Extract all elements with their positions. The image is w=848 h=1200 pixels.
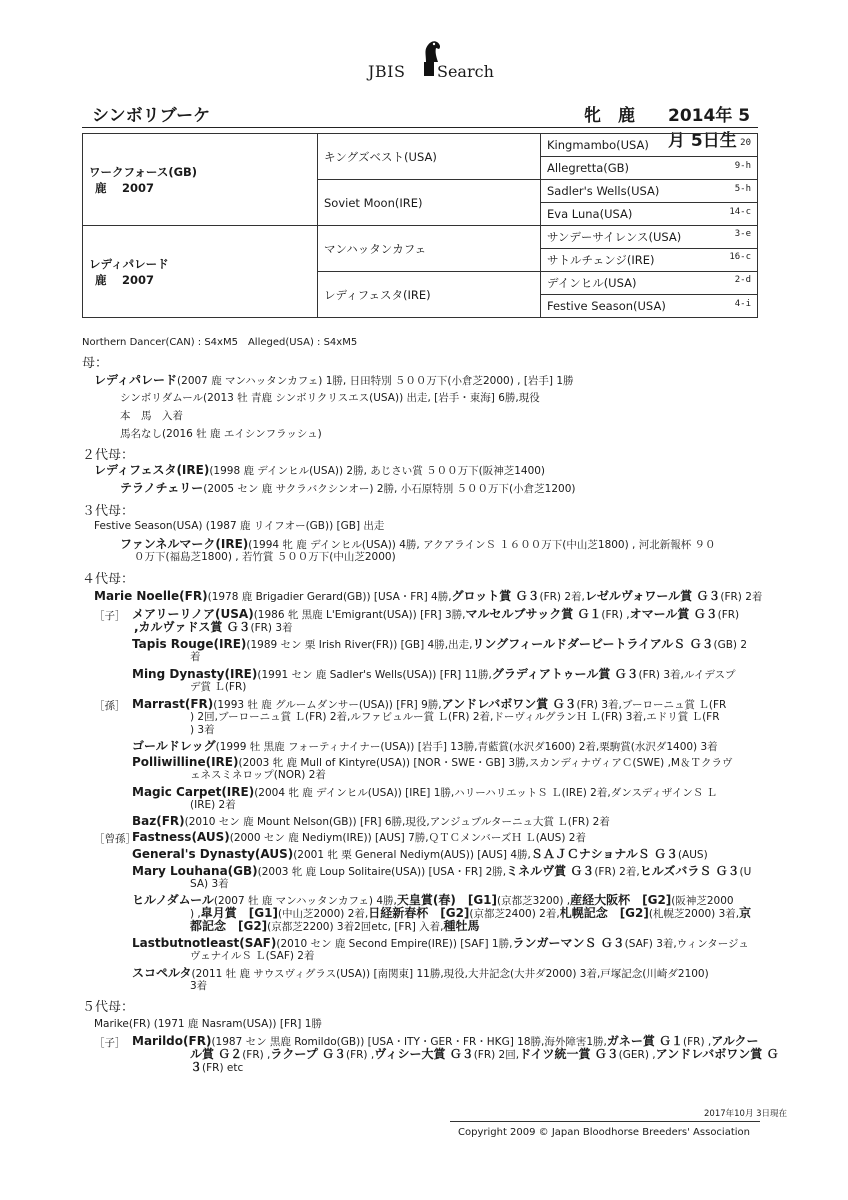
record-line [120,482,575,496]
record-text: (SAF) 3着,ウィンタージュ [624,938,749,950]
inbreeding-note: Northern Dancer(CAN) : S4xM5 Alleged(USA) : S4xM5 [82,337,358,348]
record-text: (1987 セン 黒鹿 Romildo(GB)) [USA・ITY・GER・FR・HKG] 18勝,海外障害1勝, [211,1036,607,1048]
horse-link[interactable]: レディフェスタ(IRE) [94,463,210,477]
race-name: ミネルヴ賞 Ｇ３ [506,864,595,878]
ancestor-cell[interactable] [541,134,758,157]
record-line: デ賞 Ｌ(FR) [190,681,247,693]
record-text: (阪神芝2000 [671,895,734,907]
race-name: ラクープ Ｇ３ [270,1047,346,1061]
record-text: (1994 牝 鹿 デインヒル(USA)) 4勝, アクアラインＳ １６００万下(中山芝1800) , 河北新報杯 ９０ [248,539,716,551]
dam-dam-name: レディフェスタ(IRE) [324,287,431,302]
record-text: (札幌芝2000) 3着, [648,908,740,920]
record-line: ０万下(福島芝1800) , 若竹賞 ５００万下(中山芝2000) [134,551,396,563]
race-name: 京 [739,906,752,920]
family-number: 2-d [734,275,751,285]
relation-tag: ［子］ [94,1037,126,1049]
ancestor-cell[interactable] [541,180,758,203]
record-text: (FR) 2回, [473,1049,520,1061]
record-line: ) 3着 [190,724,215,736]
record-text: (京都芝2200) 3着2回etc, [FR] 入着, [267,921,444,933]
race-name: ヴィシー大賞 Ｇ３ [374,1047,474,1061]
ancestor-name: Eva Luna(USA) [547,207,633,221]
record-line: Festive Season(USA) (1987 鹿 リイフオー(GB)) [GB] 出走 [94,520,385,532]
record-text: (京都芝3200) , [497,895,571,907]
family-number: 14-c [729,207,751,217]
ancestor-name: Sadler's Wells(USA) [547,184,660,198]
race-name: 日経新春杯 [G2] [368,906,470,920]
record-line [120,538,716,552]
race-name: 札幌記念 [G2] [559,906,649,920]
record-text: (1991 セン 鹿 Sadler's Wells(USA)) [FR] 11勝, [257,669,492,681]
record-text: (FR) 3着 [250,622,293,634]
record-line [132,740,718,754]
record-line [132,967,709,981]
record-line: 着 [190,651,201,663]
record-line: Marike(FR) (1971 鹿 Nasram(USA)) [FR] 1勝 [94,1018,322,1030]
record-line: ) 2回,ブーローニュ賞 Ｌ(FR) 2着,ルファビュルー賞 Ｌ(FR) 2着,ドーヴィルグランＨ Ｌ(FR) 3着,エドリ賞 Ｌ(FR [190,711,720,723]
record-text: (2003 牝 鹿 Loup Solitaire(USA)) [USA・FR] 2勝, [257,866,507,878]
record-line [132,698,726,712]
record-text: (GER) , [618,1049,656,1061]
footer-divider [450,1121,760,1122]
ancestor-name: Allegretta(GB) [547,161,630,175]
record-text: (1999 牡 黒鹿 フォーティナイナー(USA)) [岩手] 13勝,青藍賞(水沢ダ1600) 2着,栗駒賞(水沢ダ1400) 3着 [215,741,718,753]
horse-birthdate: 2014年 5月 5日生 [668,106,751,151]
sire-sire-name: キングズベスト(USA) [324,149,437,164]
record-line: SA) 3着 [190,878,229,890]
record-text: (AUS) [677,849,708,861]
record-text: (FR) 3着,ルイデスプ [638,669,736,681]
horse-link[interactable]: Marildo(FR) [132,1034,212,1048]
horse-link[interactable]: ゴールドレッグ [132,739,216,753]
record-text: (FR) 2着, [539,591,585,603]
relation-tag: ［子］ [94,610,126,622]
record-text: (GB) 2 [713,639,748,651]
record-text: (2007 鹿 マンハッタンカフェ) 1勝, 日田特別 ５００万下(小倉芝2000) , [岩手] 1勝 [177,375,574,387]
record-line: 馬名なし(2016 牡 鹿 エイシンフラッシュ) [120,428,322,440]
record-text: (1998 鹿 デインヒル(USA)) 2勝, あじさい賞 ５００万下(阪神芝1400) [209,465,546,477]
dam-sire-name: マンハッタンカフェ [324,241,427,256]
ancestor-cell[interactable] [541,249,758,272]
horse-head-icon [420,38,444,64]
race-name: アンドレバボワン賞 Ｇ [655,1047,779,1061]
sire-detail: 鹿 2007 [95,180,155,195]
record-line [132,638,747,652]
record-line: (IRE) 2着 [190,799,236,811]
copyright-text: Copyright 2009 © Japan Bloodhorse Breeders' Association [458,1127,750,1138]
record-text: (FR) , [242,1049,271,1061]
record-text: (京都芝2400) 2着, [469,908,560,920]
record-line: ヴェナイルＳ Ｌ(SAF) 2着 [190,950,315,962]
section-4th-dam: ４代母： [82,572,135,587]
race-name: 天皇賞(春) [G1] [396,893,498,907]
horse-link[interactable]: Lastbutnotleast(SAF) [132,936,277,950]
horse-link[interactable]: ファンネルマーク(IRE) [120,537,249,551]
family-number: 16-c [729,252,751,262]
pedigree-table [82,133,758,318]
dam-name: レディパレード [89,256,169,271]
horse-link[interactable]: Marie Noelle(FR) [94,589,208,603]
record-text: (2005 セン 鹿 サクラバクシンオー) 2勝, 小石原特別 ５００万下(小倉芝1200) [203,483,576,495]
race-name: リングフィールドダービートライアルＳ Ｇ３ [472,637,714,651]
race-name: ドイツ統一賞 Ｇ３ [519,1047,619,1061]
family-number: 9-h [734,161,751,171]
horse-link[interactable]: Ming Dynasty(IRE) [132,667,258,681]
race-name: グラディアトゥール賞 Ｇ３ [491,667,639,681]
ancestor-name: Kingmambo(USA) [547,138,649,152]
record-line [132,865,751,879]
record-text: (1986 牝 黒鹿 L'Emigrant(USA)) [FR] 3勝, [253,609,466,621]
race-name: レゼルヴォワール賞 Ｇ３ [584,589,721,603]
record-text: (2010 セン 鹿 Second Empire(IRE)) [SAF] 1勝, [276,938,513,950]
record-line [132,786,717,800]
race-name: ３ [190,1060,203,1074]
race-name: ランガーマンＳ Ｇ３ [512,936,625,950]
dam-detail: 鹿 2007 [95,272,155,287]
record-text: (FR) , [683,1036,712,1048]
race-name: マルセルブサック賞 Ｇ１ [465,607,602,621]
race-name: 産経大阪杯 [G2] [570,893,672,907]
record-text: (FR) etc [202,1062,244,1074]
record-text: (2001 牝 栗 General Nediym(AUS)) [AUS] 4勝, [293,849,531,861]
record-line [132,937,749,951]
record-text: (FR) [717,609,740,621]
horse-link[interactable]: スコペルタ [132,966,192,980]
record-line [94,374,574,388]
horse-link[interactable]: Polliwilline(IRE) [132,755,239,769]
record-line [190,920,480,934]
sire-sire-cell[interactable] [318,134,541,180]
ancestor-name: サトルチェンジ(IRE) [547,253,655,267]
ancestor-cell[interactable] [541,203,758,226]
record-text: (2011 牡 鹿 サウスヴィグラス(USA)) [南関東] 11勝,現役,大井記念(大井ダ2000) 3着,戸塚記念(川崎ダ2100) [191,968,709,980]
record-text: (2010 セン 鹿 Mount Nelson(GB)) [FR] 6勝,現役,アンジュブルターニュ大賞 Ｌ(FR) 2着 [184,816,610,828]
section-5th-dam: ５代母： [82,1000,135,1015]
record-text: (U [739,866,752,878]
horse-name: シンボリブーケ [92,106,211,126]
record-line [134,621,293,635]
horse-link[interactable]: Fastness(AUS) [132,830,230,844]
record-line: シンボリダムール(2013 牡 青鹿 シンボリクリスエス(USA)) 出走, [岩手・東海] 6勝,現役 [120,392,540,404]
race-name: アルクー [711,1034,759,1048]
record-line: 3着 [190,980,208,992]
record-line [132,848,708,862]
race-name: ガネー賞 Ｇ１ [606,1034,684,1048]
race-name: ヒルズバラＳ Ｇ３ [639,864,740,878]
race-name: 皐月賞 [G1] [200,906,278,920]
record-text: (FR) , [346,1049,375,1061]
logo-text-right: Search [437,62,494,81]
record-text: (1989 セン 栗 Irish River(FR)) [GB] 4勝,出走, [246,639,473,651]
record-line: 本 馬 入着 [120,410,183,422]
race-name: アンドレバボワン賞 Ｇ３ [441,697,577,711]
horse-link[interactable]: テラノチェリー [120,481,204,495]
race-name: ＳＡＪＣナショナルＳ Ｇ３ [530,847,678,861]
record-line [132,756,732,770]
family-number: 20 [740,138,751,148]
record-text: (1993 牡 鹿 グルームダンサー(USA)) [FR] 9勝, [213,699,442,711]
record-line [94,464,545,478]
relation-tag: ［曾孫］ [94,833,136,845]
horse-link[interactable]: Baz(FR) [132,814,185,828]
horse-link[interactable]: Magic Carpet(IRE) [132,785,255,799]
race-name: 都記念 [G2] [190,919,268,933]
record-text: (FR) 3着,ブーローニュ賞 Ｌ(FR [576,699,727,711]
record-line [132,831,586,845]
family-number: 3-e [734,229,751,239]
ancestor-cell[interactable] [541,157,758,180]
horse-link[interactable]: Mary Louhana(GB) [132,864,258,878]
record-text: (FR) 2着 [720,591,763,603]
section-3rd-dam: ３代母： [82,504,135,519]
record-text: (2004 牝 鹿 デインヒル(USA)) [IRE] 1勝,ハリーハリエットＳ Ｌ(IRE) 2着,ダンスディザインＳ Ｌ [254,787,718,799]
section-2nd-dam: ２代母： [82,448,135,463]
family-number: 4-i [734,299,751,309]
race-name: 種牡馬 [443,919,480,933]
race-name: グロット賞 Ｇ３ [451,589,540,603]
ancestor-name: デインヒル(USA) [547,276,637,290]
horse-sex-color: 牝 鹿 [584,106,635,126]
record-text: (中山芝2000) 2着, [277,908,369,920]
record-text: (2000 セン 鹿 Nediym(IRE)) [AUS] 7勝,ＱＴＣメンバーズＨ Ｌ(AUS) 2着 [229,832,586,844]
horse-link[interactable]: ヒルノダムール [132,893,214,907]
record-line [94,590,762,604]
ancestor-name: サンデーサイレンス(USA) [547,230,682,244]
record-line [132,815,610,829]
record-text: ) , [190,908,201,920]
horse-link[interactable]: メアリーリノア(USA) [132,607,254,621]
record-line [132,668,735,682]
ancestor-cell[interactable] [541,295,758,318]
record-text: (FR) 2着, [594,866,640,878]
record-text: (2003 牝 鹿 Mull of Kintyre(USA)) [NOR・SWE・GB] 3勝,スカンディナヴィアＣ(SWE) ,M＆Ｔクラヴ [238,757,733,769]
horse-link[interactable]: Tapis Rouge(IRE) [132,637,247,651]
dam-cell[interactable] [83,226,318,318]
ancestor-cell[interactable] [541,226,758,249]
race-name: ,カルヴァドス賞 Ｇ３ [134,620,251,634]
horse-link[interactable]: Marrast(FR) [132,697,214,711]
sire-cell[interactable] [83,134,318,226]
ancestor-name: Festive Season(USA) [547,299,666,313]
as-of-date: 2017年10月 3日現在 [704,1109,788,1119]
record-line [190,1048,778,1062]
race-name: ル賞 Ｇ２ [190,1047,243,1061]
sire-name: ワークフォース(GB) [89,164,198,179]
horse-link[interactable]: レディパレード [94,373,178,387]
record-text: (1978 鹿 Brigadier Gerard(GB)) [USA・FR] 4勝, [207,591,452,603]
section-dam: 母： [82,356,109,371]
horse-link[interactable]: General's Dynasty(AUS) [132,847,294,861]
dam-sire-cell[interactable] [318,226,541,272]
logo-text-left: JBIS [368,62,406,81]
race-name: オマール賞 Ｇ３ [629,607,718,621]
record-text: (FR) , [601,609,630,621]
sire-dam-name: Soviet Moon(IRE) [324,195,423,210]
family-number: 5-h [734,184,751,194]
record-line: ェネスミネロップ(NOR) 2着 [190,769,326,781]
dam-dam-cell[interactable] [318,272,541,318]
record-line [190,1061,243,1075]
relation-tag: ［孫］ [94,700,126,712]
logo-block [424,62,434,76]
ancestor-cell[interactable] [541,272,758,295]
record-text: (2007 牡 鹿 マンハッタンカフェ) 4勝, [213,895,397,907]
sire-dam-cell[interactable] [318,180,541,226]
